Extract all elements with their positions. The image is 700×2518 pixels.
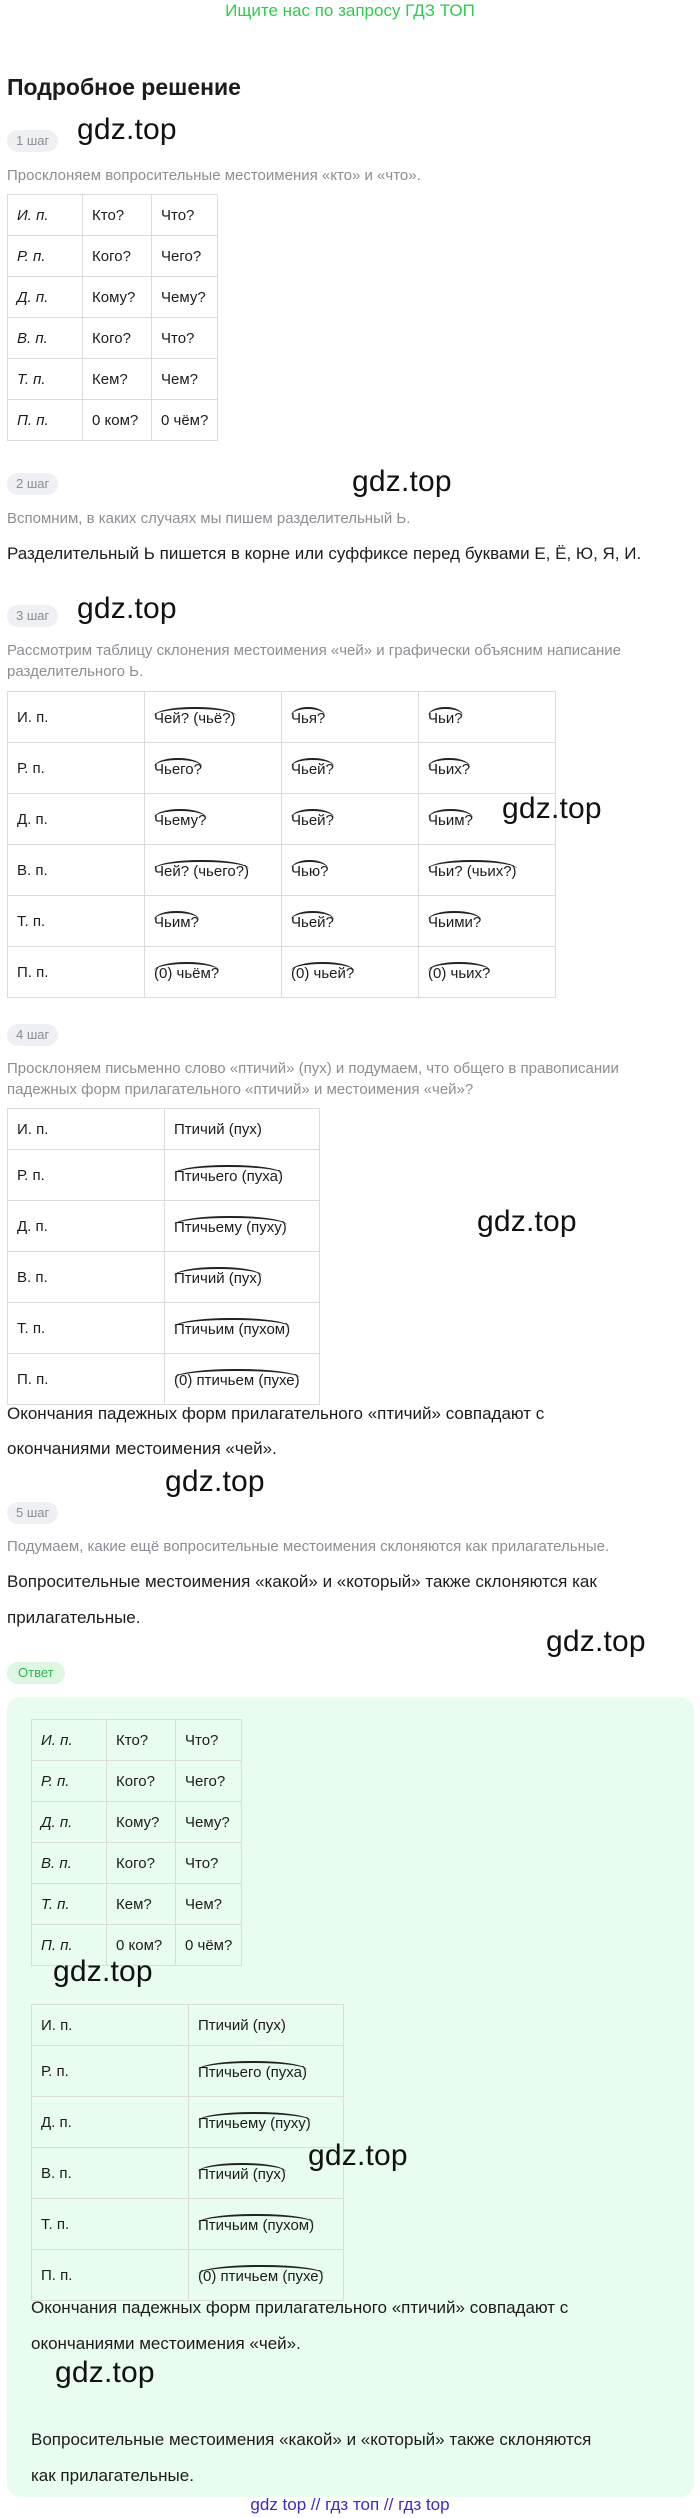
answer-birds-adjective-table	[31, 2004, 344, 2301]
table-row: И. п. Кто? Что?	[32, 1720, 242, 1761]
table-row: В. п. Птичий (пух)	[32, 2148, 344, 2199]
table-row: Р. п. Чьего? Чьей? Чьих?	[8, 743, 556, 794]
step-4-description: Просклоняем письменно слово «птичий» (пух) и подумаем, что общего в правописании	[7, 1060, 619, 1077]
step-4-conclusion: Окончания падежных форм прилагательного «птичий» совпадают с	[7, 1404, 545, 1423]
step-5-conclusion-cont: прилагательные.	[7, 1608, 141, 1627]
answer-conclusion: Окончания падежных форм прилагательного «птичий» совпадают с	[31, 2298, 569, 2317]
table-row: Р. п. Птичьего (пуха)	[32, 2046, 344, 2097]
watermark: gdz.top	[502, 792, 602, 825]
step-2-badge: 2 шаг	[7, 473, 58, 495]
table-row: П. п. 0 ком? 0 чём?	[32, 1925, 242, 1966]
watermark: gdz.top	[77, 113, 177, 146]
watermark: gdz.top	[55, 2356, 155, 2389]
table-row: Р. п. Птичьего (пуха)	[8, 1150, 320, 1201]
table-row: В. п. Кого? Что?	[32, 1843, 242, 1884]
page-title: Подробное решение	[7, 74, 241, 100]
answer-final: Вопросительные местоимения «какой» и «который» также склоняются	[31, 2430, 592, 2449]
watermark: gdz.top	[308, 2139, 408, 2172]
table-row: Т. п. Чьим? Чьей? Чьими?	[8, 896, 556, 947]
watermark: gdz.top	[165, 1465, 265, 1498]
step-4-description-cont: падежных форм прилагательного «птичий» и местоимения «чей»?	[7, 1081, 474, 1098]
table-row: И. п. Чей? (чьё?) Чья? Чьи?	[8, 692, 556, 743]
table-row: И. п. Птичий (пух)	[32, 2005, 344, 2046]
step-3-description-cont: разделительного Ь.	[7, 663, 144, 680]
step-1-badge: 1 шаг	[7, 130, 58, 152]
table-row: Р. п. Кого? Чего?	[32, 1761, 242, 1802]
table-row: Т. п. Птичьим (пухом)	[8, 1303, 320, 1354]
watermark: gdz.top	[352, 465, 452, 498]
search-banner[interactable]: Ищите нас по запросу ГДЗ ТОП	[225, 1, 475, 20]
answer-final-cont: как прилагательные.	[31, 2466, 194, 2485]
watermark: gdz.top	[77, 592, 177, 625]
step-3-description: Рассмотрим таблицу склонения местоимения «чей» и графически объясним написание	[7, 642, 621, 659]
answer-conclusion-cont: окончаниями местоимения «чей».	[31, 2334, 301, 2353]
table-row: И. п. Птичий (пух)	[8, 1109, 320, 1150]
table-row: П. п. 0 ком? 0 чём?	[8, 400, 218, 441]
table-row: Т. п. Кем? Чем?	[8, 359, 218, 400]
separating-soft-sign-rule: Разделительный Ь пишется в корне или суффиксе перед буквами Е, Ё, Ю, Я, И.	[7, 544, 642, 563]
table-row: Т. п. Птичьим (пухом)	[32, 2199, 344, 2250]
table-row: Д. п. Кому? Чему?	[8, 277, 218, 318]
watermark: gdz.top	[546, 1625, 646, 1658]
table-row: Т. п. Кем? Чем?	[32, 1884, 242, 1925]
table-row: В. п. Кого? Что?	[8, 318, 218, 359]
footer-links[interactable]: gdz top // гдз топ // гдз top	[250, 2495, 450, 2514]
table-row: Д. п. Чьему? Чьей? Чьим?	[8, 794, 556, 845]
table-row: Д. п. Кому? Чему?	[32, 1802, 242, 1843]
table-row: П. п. (0) чьём? (0) чьей? (0) чьих?	[8, 947, 556, 998]
table-row: Р. п. Кого? Чего?	[8, 236, 218, 277]
who-what-declension-table	[7, 194, 218, 441]
answer-badge: Ответ	[7, 1662, 65, 1684]
step-5-badge: 5 шаг	[7, 1502, 58, 1524]
step-4-badge: 4 шаг	[7, 1024, 58, 1046]
table-row: И. п. Кто? Что?	[8, 195, 218, 236]
table-row: П. п. (0) птичьем (пухе)	[8, 1354, 320, 1405]
table-row: П. п. (0) птичьем (пухе)	[32, 2250, 344, 2301]
step-2-description: Вспомним, в каких случаях мы пишем разделительный Ь.	[7, 510, 411, 527]
step-3-badge: 3 шаг	[7, 605, 58, 627]
answer-who-what-table	[31, 1719, 242, 1966]
table-row: В. п. Птичий (пух)	[8, 1252, 320, 1303]
watermark: gdz.top	[53, 1955, 153, 1988]
whose-declension-table	[7, 691, 556, 998]
step-5-conclusion: Вопросительные местоимения «какой» и «который» также склоняются как	[7, 1572, 597, 1591]
table-row: В. п. Чей? (чьего?) Чью? Чьи? (чьих?)	[8, 845, 556, 896]
step-5-description: Подумаем, какие ещё вопросительные местоимения склоняются как прилагательные.	[7, 1538, 610, 1555]
step-1-description: Просклоняем вопросительные местоимения «кто» и «что».	[7, 167, 421, 184]
table-row: Д. п. Птичьему (пуху)	[32, 2097, 344, 2148]
step-4-conclusion-cont: окончаниями местоимения «чей».	[7, 1439, 277, 1458]
birds-adjective-declension-table	[7, 1108, 320, 1405]
table-row: Д. п. Птичьему (пуху)	[8, 1201, 320, 1252]
watermark: gdz.top	[477, 1205, 577, 1238]
